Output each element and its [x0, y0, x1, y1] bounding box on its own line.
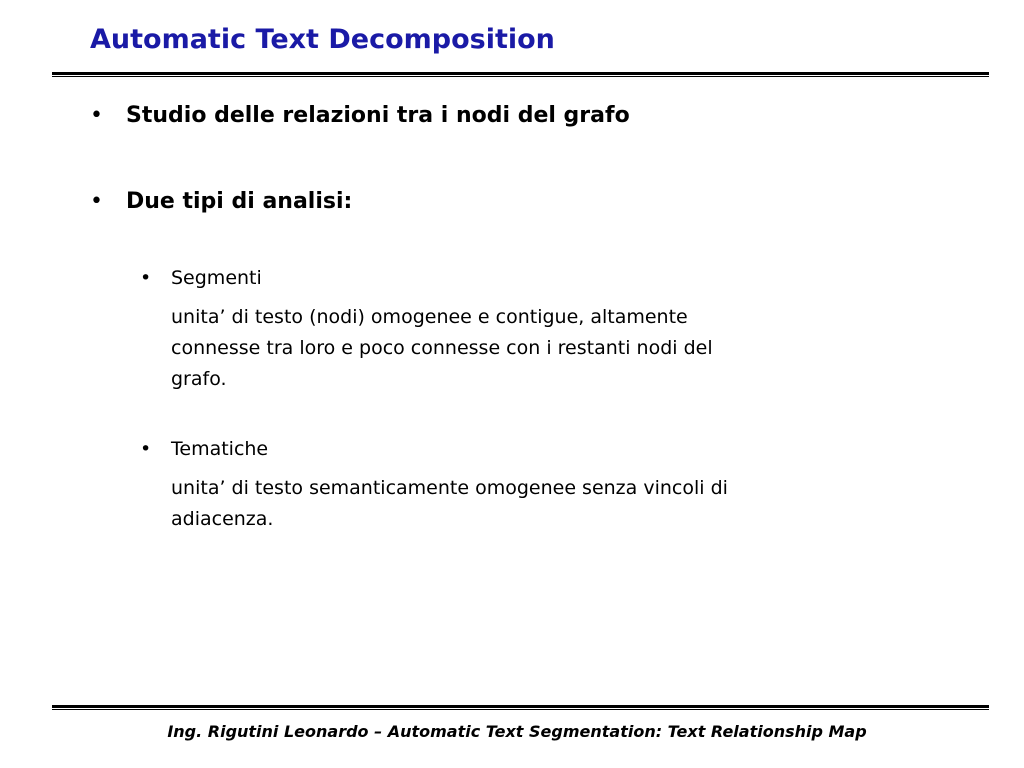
sub-bullet-heading: Segmenti [171, 267, 262, 289]
sub-bullet-marker: • [140, 438, 152, 460]
sub-bullet-description: unita’ di testo (nodi) omogenee e contigue, altamente connesse tra loro e poco connesse con i restanti nodi del grafo. [171, 306, 713, 390]
bullet-marker: • [90, 103, 103, 128]
sub-bullet-marker: • [140, 267, 152, 289]
bullet-marker: • [90, 189, 103, 214]
bullet-text: Studio delle relazioni tra i nodi del grafo [126, 103, 630, 128]
footer-divider [52, 705, 989, 710]
sub-bullet-heading: Tematiche [171, 438, 269, 460]
bullet-text: Due tipi di analisi: [126, 189, 353, 214]
slide-footer: Ing. Rigutini Leonardo – Automatic Text Segmentation: Text Relationship Map [167, 722, 867, 741]
slide-title: Automatic Text Decomposition [90, 24, 555, 55]
title-divider [52, 72, 989, 77]
sub-bullet-description: unita’ di testo semanticamente omogenee senza vincoli di adiacenza. [171, 477, 728, 530]
